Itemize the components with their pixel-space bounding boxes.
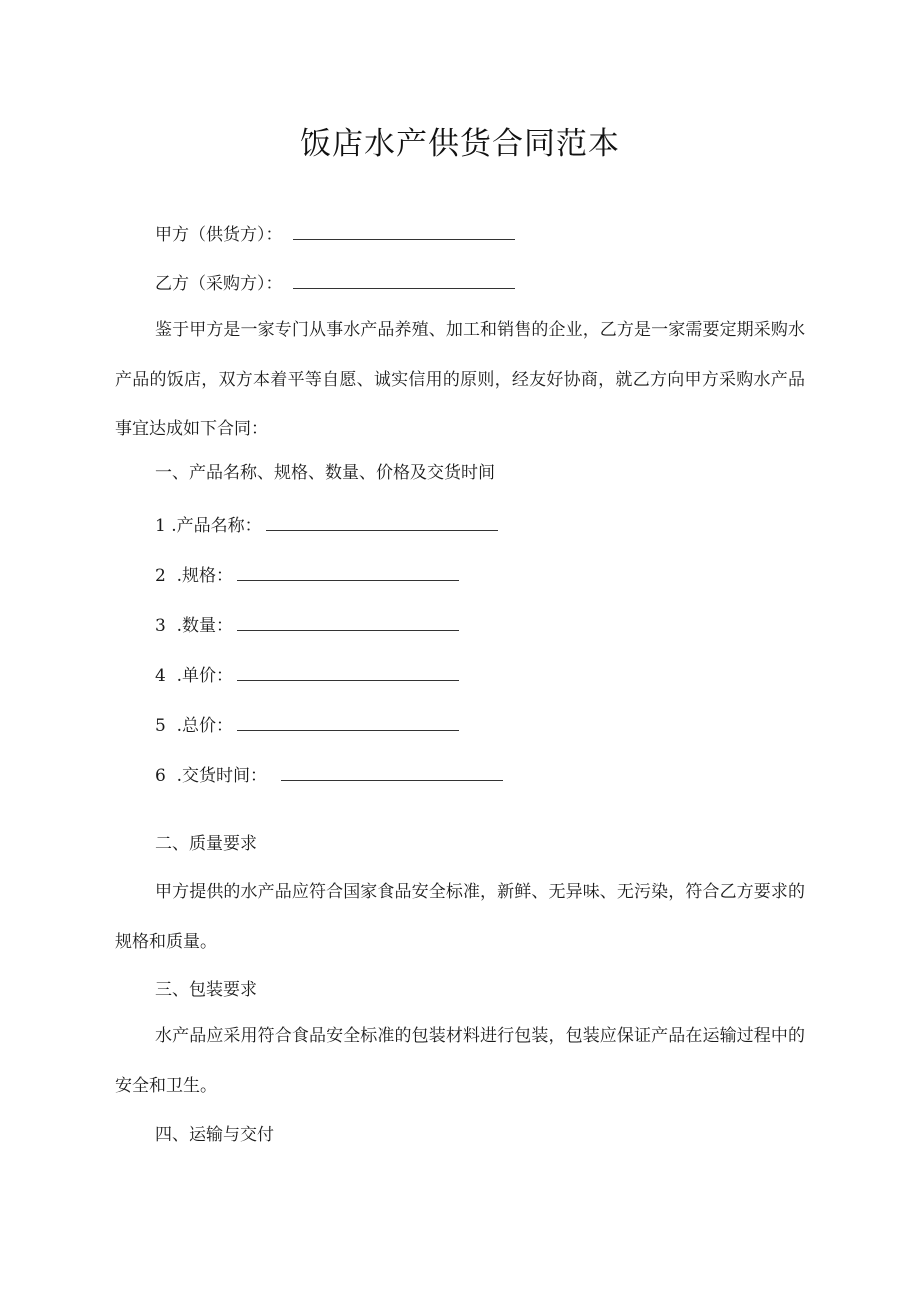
item-label: .产品名称： — [171, 516, 262, 536]
item-label: .总价： — [176, 716, 234, 736]
item-label: .单价： — [176, 666, 234, 686]
item-number: 4 — [155, 666, 166, 686]
item-unit-price — [155, 665, 459, 687]
party-a-blank — [293, 225, 515, 240]
item-product-name — [155, 515, 498, 537]
party-a-label: 甲方（供货方）： — [155, 225, 283, 245]
item-blank — [266, 516, 498, 531]
item-total-price — [155, 715, 459, 737]
section1-heading: 一、产品名称、规格、数量、价格及交货时间 — [155, 463, 495, 483]
item-delivery-time — [155, 765, 503, 787]
item-blank — [237, 666, 459, 681]
party-a-line — [155, 224, 515, 246]
section2-body: 甲方提供的水产品应符合国家食品安全标准，新鲜、无异味、无污染，符合乙方要求的规格和质量。 — [115, 882, 805, 952]
section3-heading: 三、包装要求 — [155, 980, 257, 1000]
item-quantity — [155, 615, 459, 637]
item-label: .规格： — [176, 566, 234, 586]
item-blank — [281, 766, 503, 781]
party-b-line — [155, 273, 515, 295]
party-b-label: 乙方（采购方）： — [155, 274, 283, 294]
item-label: .数量： — [176, 616, 234, 636]
section3-body: 水产品应采用符合食品安全标准的包装材料进行包装，包装应保证产品在运输过程中的安全和卫生。 — [115, 1026, 805, 1096]
item-blank — [237, 616, 459, 631]
party-b-blank — [293, 274, 515, 289]
section2-heading: 二、质量要求 — [155, 834, 257, 854]
item-number: 2 — [155, 566, 166, 586]
item-number: 1 — [155, 516, 166, 536]
item-blank — [237, 566, 459, 581]
item-label: .交货时间： — [176, 766, 268, 786]
item-number: 6 — [155, 766, 166, 786]
item-number: 3 — [155, 616, 166, 636]
item-spec — [155, 565, 459, 587]
item-number: 5 — [155, 716, 166, 736]
document-title: 饭店水产供货合同范本 — [300, 126, 620, 162]
intro-paragraph: 鉴于甲方是一家专门从事水产品养殖、加工和销售的企业，乙方是一家需要定期采购水产品的饭店，双方本着平等自愿、诚实信用的原则，经友好协商，就乙方向甲方采购水产品事宜达成如下合同： — [115, 320, 805, 439]
item-blank — [237, 716, 459, 731]
section4-heading: 四、运输与交付 — [155, 1125, 274, 1145]
